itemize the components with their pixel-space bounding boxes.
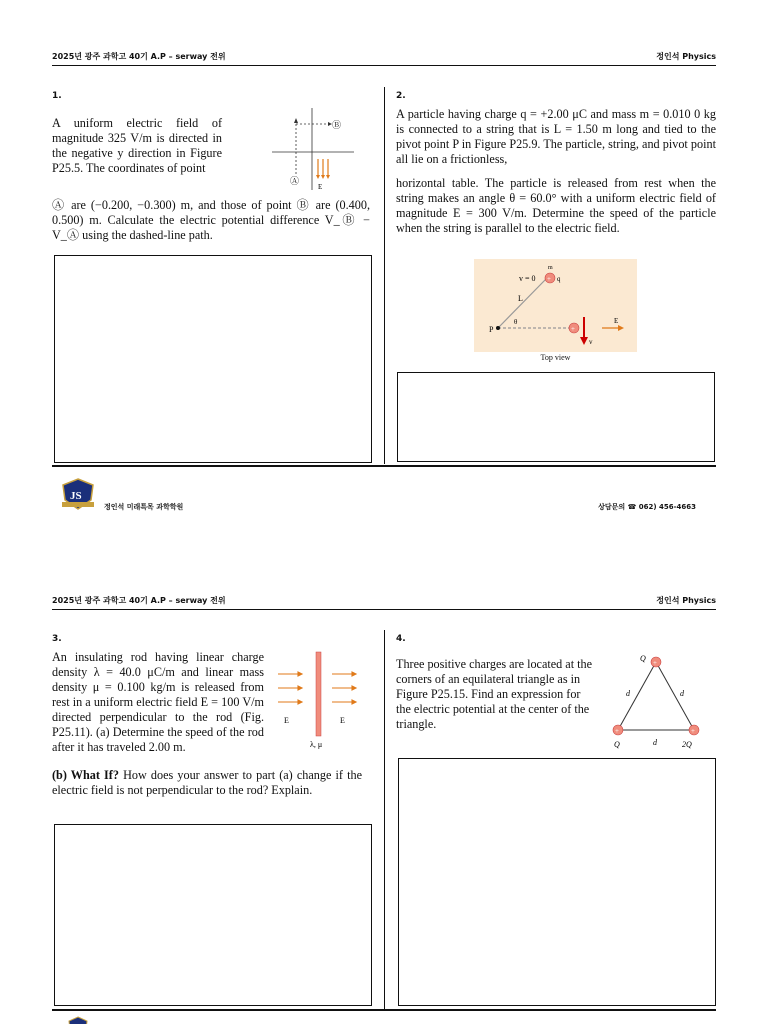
header-rule [52,65,716,66]
figure-p25-9 [474,259,637,352]
page-header-right: 정인석 Physics [656,52,716,61]
problem-text: A particle having charge q = +2.00 μC and mass m = 0.010 0 kg is connected to a string that is L = 1.50 m long and tied to the pivot point P in Figure P25.9. The particle, string, and pivot point all lie on a frictionless, [396,107,716,166]
velocity-label: v [589,338,593,346]
e-field-label: E [340,716,345,725]
mass-label: m [548,265,553,271]
theta-label: θ [514,318,518,326]
logo-text: JS [70,490,82,502]
problem-number: 2. [396,91,406,101]
problem-text: A uniform electric field of magnitude 325 V/m is directed in the negative y direction in Figure P25.5. The coordinates of point [52,116,222,175]
point-a-label: Ⓐ [290,176,300,186]
problem-text [52,768,362,798]
problem-text: An insulating rod having linear charge density λ = 40.0 μC/m and linear mass density μ = 0.100 kg/m is released from rest in a uniform electric field E = 100 V/m directed perpendicular to the rod (Fig. P25.11). (a) Determine the speed of the rod after it has traveled 2.00 m. [52,650,264,754]
problem-text: Three positive charges are located at the corners of an equilateral triangle as in Figure P25.15. Find an expression for the electric potential at the center of the triangle. [396,657,593,731]
e-field-label: E [318,183,323,191]
what-if-label: (b) What If? [52,768,119,782]
answer-box[interactable] [54,255,372,463]
problem-text: horizontal table. The particle is released from rest when the string makes an angle θ = 60.0° with a uniform electric field of magnitude E = 300 V/m. Determine the speed of the particle when the string is parallel to the electric field. [396,176,716,235]
figure-p25-11 [270,650,362,752]
page-header-right: 정인석 Physics [656,596,716,605]
footer-rule [52,1009,716,1011]
charge-plus: + [547,275,551,283]
page-header-left: 2025년 광주 과학고 40기 A.P – serway 전위 [52,52,226,61]
column-divider [384,630,385,1010]
lambda-mu-label: λ, μ [310,740,323,749]
charge-q-label: Q [614,740,620,749]
side-d-label: d [626,689,630,698]
problem-number: 3. [52,634,62,644]
charge-plus: + [615,727,619,735]
charge-plus: + [691,727,695,735]
e-field-label: E [614,317,619,325]
pivot-label: P [489,325,494,334]
length-label: L [518,294,523,303]
point-b-label: Ⓑ [332,120,342,130]
e-field-label: E [284,716,289,725]
footer-contact: 상담문의 ☎ 062) 456-4663 [598,503,696,511]
charge-2q-label: 2Q [682,740,692,749]
answer-box[interactable] [54,824,372,1006]
footer-academy-name: 정인석 미래특목 과학학원 [104,503,184,511]
figure-caption: Top view [540,353,571,362]
problem-number: 1. [52,91,62,101]
header-rule [52,609,716,610]
side-d-label: d [653,738,657,747]
charge-plus: + [571,325,575,333]
side-d-label: d [680,689,684,698]
problem-text-cont: How does your answer to part (a) change if the electric field is not perpendicular to the rod? Explain. [52,768,362,797]
charge-plus: + [653,659,657,667]
answer-box[interactable] [397,372,715,462]
column-divider [384,87,385,464]
figure-p25-15 [604,648,716,750]
page-header-left: 2025년 광주 과학고 40기 A.P – serway 전위 [52,596,226,605]
charge-q-label: Q [640,654,646,663]
figure-p25-5 [268,104,358,194]
problem-number: 4. [396,634,406,644]
problem-text: Ⓐ are (−0.200, −0.300) m, and those of point Ⓑ are (0.400, 0.500) m. Calculate the electric potential difference V_Ⓑ − V_Ⓐ using the dashed-line path. [52,198,370,242]
answer-box[interactable] [398,758,716,1006]
academy-logo [60,478,96,510]
v-zero-label: v = 0 [519,274,536,283]
footer-rule [52,465,716,467]
charge-label: q [557,275,561,283]
academy-logo [68,1016,88,1024]
